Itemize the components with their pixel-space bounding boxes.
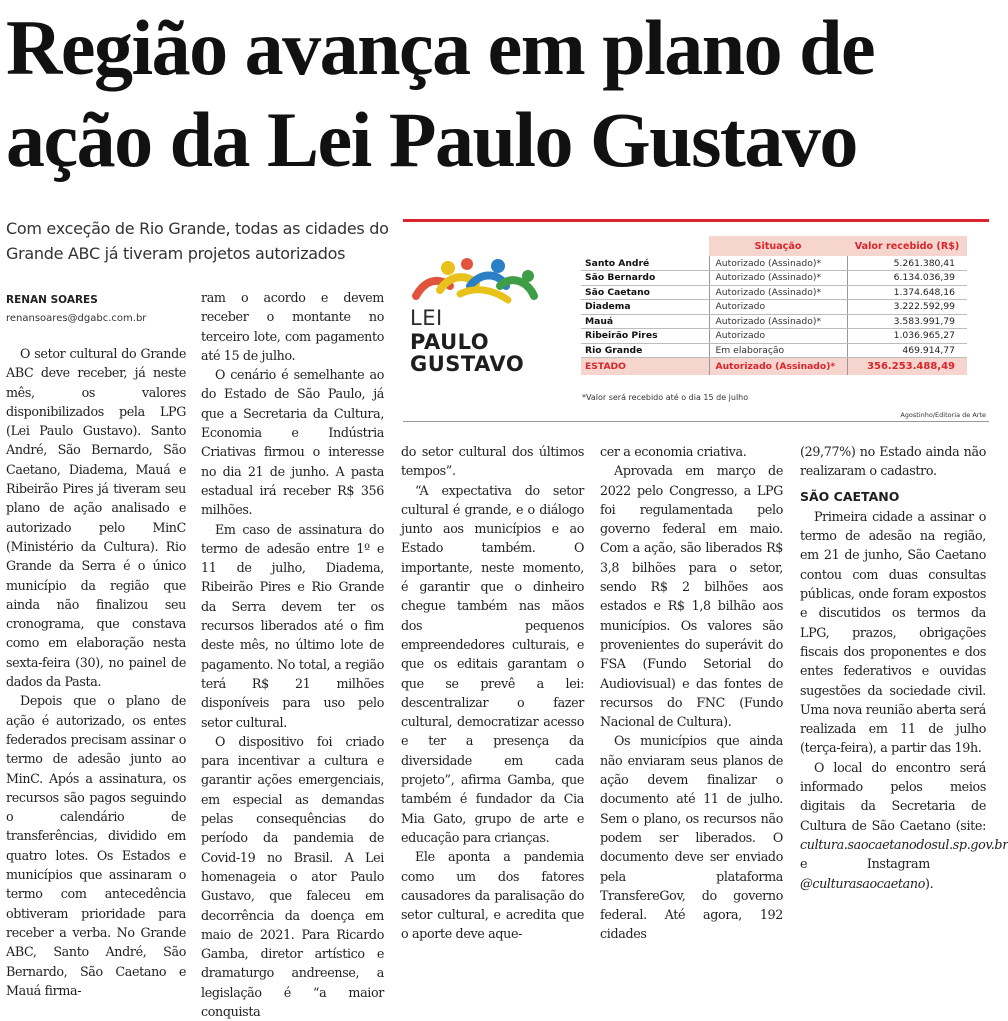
table-cell-situation: Autorizado (709, 300, 847, 315)
paragraph: do setor cultural dos últimos tempos”. (401, 444, 584, 479)
article-column-1 (6, 344, 186, 998)
table-cell-value: 5.261.380,41 (847, 256, 967, 271)
paragraph: O setor cultural do Grande ABC deve receber, já neste mês, os valores disponibilizados pela LPG (Lei Paulo Gustavo). Santo André, São Bernardo, São Caetano, Diadema, Mauá e Ribeirão Pires já tiveram seu plano de ação analisado e autorizado pelo MinC (Ministério da Cultura). Rio Grande da Serra é o único município da região que ainda não finalizou seu cronograma, que constava como em elaboração nesta sexta-feira (30), no painel de dados da Pasta. (6, 346, 186, 690)
table-cell-value: 469.914,77 (847, 343, 967, 358)
article-column-3 (401, 442, 584, 942)
table-row (581, 300, 967, 315)
logo-text-lei: LEI (410, 306, 443, 330)
table-total-situation: Autorizado (Assinado)* (709, 358, 847, 375)
table-cell-situation: Autorizado (Assinado)* (709, 256, 847, 271)
article-column-4 (600, 442, 783, 942)
table-total-row (581, 358, 967, 375)
article-column-5 (800, 442, 1008, 891)
table-cell-city: Ribeirão Pires (581, 329, 709, 344)
table-cell-city: Rio Grande (581, 343, 709, 358)
paragraph: (29,77%) no Estado ainda não realizaram o cadastro. (800, 444, 986, 479)
table-cell-city: São Caetano (581, 285, 709, 300)
table-header-row (581, 236, 967, 256)
table-cell-value: 6.134.036,39 (847, 271, 967, 286)
table-cell-city: Mauá (581, 314, 709, 329)
paragraph: ram o acordo e devem receber o montante no terceiro lote, com pagamento até 15 de julho. (201, 290, 384, 363)
deck-subtitle: Com exceção de Rio Grande, todas as cidades do Grande ABC já tiveram projetos autorizados (6, 219, 389, 263)
table-total-label: ESTADO (581, 358, 709, 375)
paragraph: Primeira cidade a assinar o termo de adesão na região, em 21 de junho, São Caetano contou com duas consultas públicas, onde foram expostos e discutidos os termos da LPG, prazos, obrigações fiscais dos proponentes e dos entes federativos e ouvidas sugestões da sociedade civil. Uma nova reunião aberta será realizada em 11 de julho (terça-feira), a partir das 19h. (800, 508, 986, 756)
paragraph: cer a economia criativa. (600, 444, 747, 459)
paragraph: O cenário é semelhante ao do Estado de São Paulo, já que a Secretaria da Cultura, Economia e Indústria Criativas firmou o interesse no dia 21 de junho. A pasta estadual irá receber R$ 356 milhões. (201, 367, 384, 518)
table-cell-situation: Autorizado (Assinado)* (709, 314, 847, 329)
paragraph: Aprovada em março de 2022 pelo Congresso, a LPG foi regulamentada pelo governo federal em maio. Com a ação, são liberados R$ 3,8 bilhões para o setor, sendo R$ 2 bilhões aos estados e R$ 1,8 bilhão aos municípios. Os valores são provenientes do superávit do FSA (Fundo Setorial do Audiovisual) e das fontes de recursos do FNC (Fundo Nacional de Cultura). (600, 463, 783, 730)
logo-text-gustavo: GUSTAVO (410, 352, 525, 376)
table-row (581, 343, 967, 358)
infobox-top-rule (403, 219, 989, 222)
table-total-value: 356.253.488,49 (847, 358, 967, 375)
paragraph-text: e Instagram (800, 856, 930, 872)
byline-email[interactable]: renansoares@dgabc.com.br (6, 313, 147, 324)
paragraph: Ele aponta a pandemia como um dos fatores causadores da paralisação do setor cultural, e acredita que o aporte deve aque- (401, 849, 584, 942)
table-cell-value: 3.583.991,79 (847, 314, 967, 329)
table-cell-value: 3.222.592,99 (847, 300, 967, 315)
instagram-link[interactable]: @culturasaocaetano (800, 875, 925, 891)
paragraph: Os municípios que ainda não enviaram seus planos de ação devem finalizar o documento até 11 de julho. Sem o plano, os recursos não podem ser liberados. O documento deve ser enviado pela plataforma TransfereGov, do governo federal. Até agora, 192 cidades (600, 733, 783, 942)
subheading-sao-caetano: SÃO CAETANO (800, 488, 900, 504)
table-cell-value: 1.036.965,27 (847, 329, 967, 344)
paragraph: Em caso de assinatura do termo de adesão entre 1º e 11 de julho, Diadema, Ribeirão Pires e Rio Grande da Serra devem ter os recursos liberados até o fim deste mês, no último lote de pagamento. No total, a região terá R$ 21 milhões disponíveis para uso pelo setor cultural. (201, 521, 384, 730)
byline-author: RENAN SOARES (6, 294, 98, 306)
table-row (581, 256, 967, 271)
infobox-credit: Agostinho/Editoria de Arte (900, 411, 986, 419)
table-cell-situation: Autorizado (709, 329, 847, 344)
table-header-situation: Situação (709, 236, 847, 256)
funding-table (581, 236, 967, 375)
paragraph-text: ). (925, 875, 934, 891)
paragraph: O dispositivo foi criado para incentivar a cultura e garantir ações emergenciais, em especial as demandas pelas consequências do período da pandemia de Covid-19 no Brasil. A Lei homenageia o ator Paulo Gustavo, que faleceu em decorrência da doença em maio de 2021. Para Ricardo Gamba, diretor artístico e dramaturgo andreense, a legislação é “a maior conquista (201, 733, 384, 1019)
table-cell-city: São Bernardo (581, 271, 709, 286)
table-header-city (581, 236, 709, 256)
headline: Região avança em plano de ação da Lei Paulo Gustavo (6, 4, 875, 183)
table-cell-situation: Em elaboração (709, 343, 847, 358)
lei-paulo-gustavo-logo (410, 256, 570, 376)
table-cell-city: Santo André (581, 256, 709, 271)
table-row (581, 314, 967, 329)
table-row (581, 271, 967, 286)
table-header-value: Valor recebido (R$) (847, 236, 967, 256)
table-cell-value: 1.374.648,16 (847, 285, 967, 300)
table-cell-city: Diadema (581, 300, 709, 315)
table-row (581, 285, 967, 300)
website-link[interactable]: cultura.saocaetanodosul.sp.gov.br (800, 836, 1008, 852)
infobox-bottom-rule (403, 421, 989, 422)
table-footnote: *Valor será recebido até o dia 15 de julho (582, 393, 749, 402)
paragraph: “A expectativa do setor cultural é grande, e o diálogo junto aos municípios e ao Estado também. O importante, neste momento, é garantir que o dinheiro chegue também nas mãos dos pequenos empreendedores culturais, e que os editais garantam o que se prevê a lei: descentralizar o fazer cultural, democratizar acesso e ter a presença da diversidade em cada projeto”, afirma Gamba, que também é fundador da Cia Mia Gato, grupo de arte e educação para crianças. (401, 482, 584, 845)
paragraph: Depois que o plano de ação é autorizado, os entes federados precisam assinar o termo de adesão junto ao MinC. Após a assinatura, os recursos são pagos seguindo o calendário de transferências, dividido em quatro lotes. Os Estados e municípios que assinaram o termo com antecedência obtiveram prioridade para receber a verba. No Grande ABC, Santo André, São Bernardo, São Caetano e Mauá firma- (6, 693, 186, 998)
table-cell-situation: Autorizado (Assinado)* (709, 271, 847, 286)
paragraph (800, 758, 1008, 893)
table-row (581, 329, 967, 344)
logo-text-paulo: PAULO (410, 330, 490, 354)
article-column-2 (201, 288, 384, 1019)
table-cell-situation: Autorizado (Assinado)* (709, 285, 847, 300)
paragraph-text: O local do encontro será informado pelos meios digitais da Secretaria de Cultura de São Caetano (site: (800, 759, 986, 833)
